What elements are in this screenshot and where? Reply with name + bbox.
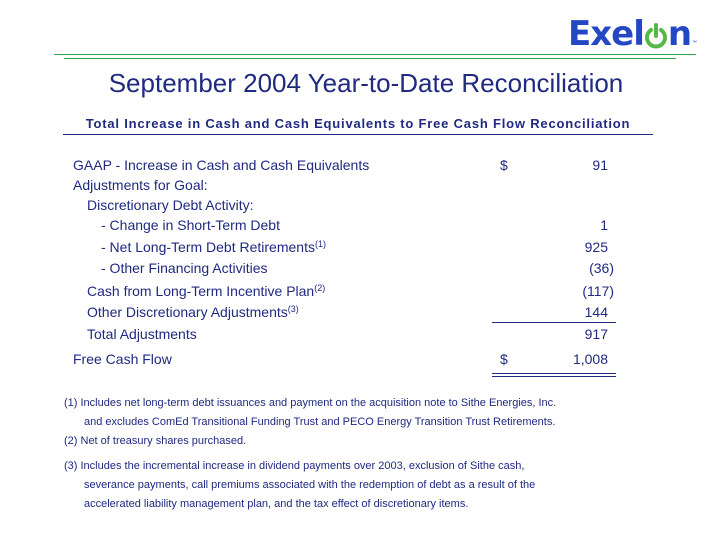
row-amount: 1,008 <box>572 351 608 367</box>
row-amount: (117) <box>582 283 614 299</box>
power-icon <box>644 14 668 54</box>
row-other-discretionary <box>0 302 720 322</box>
header-rule-bottom <box>64 58 676 59</box>
row-label: GAAP - Increase in Cash and Cash Equivalents <box>73 157 370 173</box>
dollar-sign: $ <box>500 157 508 173</box>
row-label: Cash from Long-Term Incentive Plan$^{(2)}$ <box>87 283 326 299</box>
row-amount: 1 <box>600 217 608 233</box>
logo-text-end: n <box>667 14 692 54</box>
row-amount: 91 <box>592 157 608 173</box>
logo-text-start: Exel <box>568 14 644 54</box>
footnote-2: (2) Net of treasury shares purchased. <box>64 435 247 447</box>
row-other-financing <box>0 258 720 278</box>
double-underline-bottom <box>492 376 616 377</box>
table-subtitle: Total Increase in Cash and Cash Equivalents to Free Cash Flow Reconciliation <box>85 116 631 131</box>
row-label: - Net Long-Term Debt Retirements$^{(1)}$ <box>101 239 326 255</box>
footnote-ref: (2) <box>314 283 326 293</box>
row-discretionary-debt-heading <box>0 195 720 215</box>
dollar-sign: $ <box>500 351 508 367</box>
subtitle-underline <box>63 134 653 135</box>
row-label: Discretionary Debt Activity: <box>87 197 254 213</box>
header-rule-top <box>54 54 696 55</box>
subtotal-rule <box>492 322 616 323</box>
row-label: Adjustments for Goal: <box>73 177 208 193</box>
row-label: Free Cash Flow <box>73 351 172 367</box>
row-gaap-increase <box>0 155 720 175</box>
row-amount: 144 <box>584 304 608 320</box>
trademark-mark: ™ <box>692 40 697 46</box>
footnote-3: (3) Includes the incremental increase in dividend payments over 2003, exclusion of Sithe cash, severance payments, call premiums associated with the redemption of debt as a result of the accelerated liability management plan, and the tax effect of discretionary items. <box>64 460 536 510</box>
row-amount: (36) <box>589 260 614 276</box>
page-title: September 2004 Year-to-Date Reconciliation <box>108 68 624 98</box>
row-short-term-debt <box>0 215 720 235</box>
footnote-1: (1) Includes net long-term debt issuances and payment on the acquisition note to Sithe Energies, Inc. and excludes ComEd Transitional Funding Trust and PECO Energy Transition Trust Retirements. <box>64 397 557 428</box>
footnote-ref: (1) <box>314 239 326 249</box>
row-long-term-debt <box>0 237 720 257</box>
double-underline-top <box>492 373 616 374</box>
row-incentive-plan <box>0 281 720 301</box>
footnote-ref: (3) <box>287 304 299 314</box>
row-amount: 925 <box>584 239 608 255</box>
row-total-adjustments <box>0 324 720 344</box>
row-label: Other Discretionary Adjustments$^{(3)}$ <box>87 304 299 320</box>
row-amount: 917 <box>584 326 608 342</box>
row-label: - Other Financing Activities <box>101 260 268 276</box>
row-label: - Change in Short-Term Debt <box>101 217 280 233</box>
row-free-cash-flow <box>0 349 720 369</box>
row-adjustments-heading <box>0 175 720 195</box>
row-label: Total Adjustments <box>87 326 197 342</box>
exelon-logo <box>568 14 691 54</box>
